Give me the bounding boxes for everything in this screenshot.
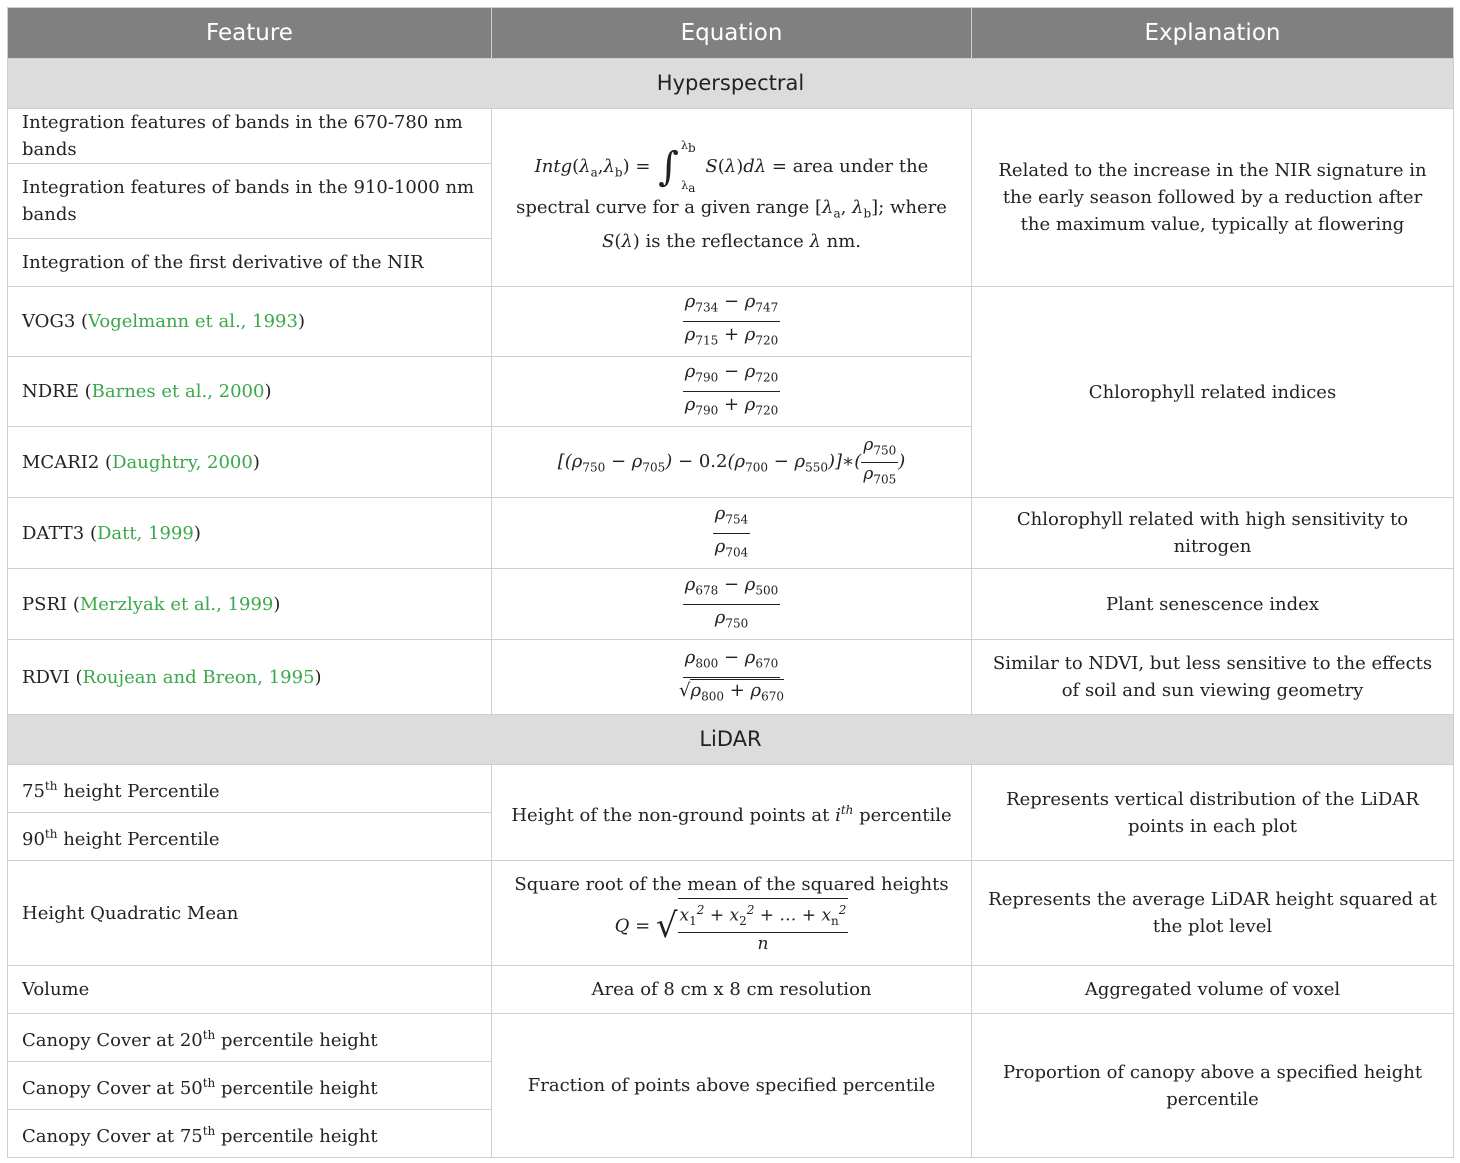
feature-volume: Volume [8,966,492,1014]
equation-percentile: Height of the non-ground points at $i^{th}$ percentile [492,765,972,861]
feature-text: height Percentile [63,780,220,802]
equation-text: Square root of the mean of the squared heights [514,873,949,895]
citation-link[interactable]: Datt, 1999 [97,522,194,544]
sqrt-icon: √ [655,905,678,946]
equation-canopy: Fraction of points above specified percentile [492,1014,972,1158]
equation-volume: Area of 8 cm x 8 cm resolution [492,966,972,1014]
equation-quadratic-mean: Square root of the mean of the squared heights Q = √ $\frac{x_1^2 + x_2^2 + \dots + x_n^2}{n}$ [492,861,972,966]
header-equation: Equation [492,8,972,59]
percentile-number: 75 [22,780,45,802]
explanation-chlorophyll: Chlorophyll related indices [972,287,1454,498]
table-row [8,498,1454,569]
integration-equation-text-3: is the reflectance [645,230,804,252]
feature-cell [8,1110,492,1158]
feature-name: MCARI2 [22,451,100,473]
feature-cell [8,765,492,813]
feature-psri: PSRI (Merzlyak et al., 1999) [8,569,492,640]
ordinal-suffix: th [202,1123,216,1138]
table-row [8,287,1454,357]
percentile-number: 90 [22,828,45,850]
section-hyperspectral: Hyperspectral [8,59,1454,109]
explanation-integration: Related to the increase in the NIR signature in the early season followed by a reduction after the maximum value, typically at flowering [972,109,1454,287]
feature-cell: Integration of the first derivative of the NIR [8,239,492,287]
feature-text: Canopy Cover at [22,1125,175,1147]
explanation-quadratic-mean: Represents the average LiDAR height squared at the plot level [972,861,1454,966]
feature-name: PSRI [22,593,68,615]
percentile-number: 50 [179,1077,203,1099]
feature-name: NDRE [22,381,79,402]
feature-vog3: VOG3 (Vogelmann et al., 1993) [8,287,492,357]
equation-mcari2: [$(\rho_{750} - \rho_{705}) - 0.2(\rho_{700}$ − $\rho_{550})]∗$( $\frac{\rho_{750}}{\rho_{705}}$ ) [492,427,972,498]
equation-datt3: $\frac{\rho_{754}}{\rho_{704}}$ [492,498,972,569]
feature-quadratic-mean: Height Quadratic Mean [8,861,492,966]
equation-text: Height of the non-ground points at [511,804,830,826]
feature-text: Canopy Cover at [22,1077,175,1099]
citation-link[interactable]: Vogelmann et al., 1993 [88,311,298,332]
feature-rdvi: RDVI (Roujean and Breon, 1995) [8,640,492,715]
table-row [8,765,1454,813]
ordinal-suffix: th [44,778,58,793]
citation-link[interactable]: Roujean and Breon, 1995 [82,666,315,688]
explanation-rdvi: Similar to NDVI, but less sensitive to the effects of soil and sun viewing geometry [972,640,1454,715]
explanation-volume: Aggregated volume of voxel [972,966,1454,1014]
feature-cell: Integration features of bands in the 910-1000 nm bands [8,164,492,239]
percentile-number: 75 [179,1125,203,1147]
explanation-psri: Plant senescence index [972,569,1454,640]
citation-link[interactable]: Barnes et al., 2000 [91,381,265,402]
ordinal-suffix: th [44,826,58,841]
table-row [8,1014,1454,1062]
feature-table [7,7,1454,1158]
section-lidar: LiDAR [8,715,1454,765]
feature-datt3: DATT3 (Datt, 1999) [8,498,492,569]
equation-text: percentile [859,804,952,826]
feature-text: percentile height [221,1077,378,1099]
feature-name: RDVI [22,666,70,688]
table-row [8,569,1454,640]
feature-text: percentile height [221,1125,378,1147]
header-feature: Feature [8,8,492,59]
section-row [8,715,1454,765]
feature-text: Canopy Cover at [22,1029,175,1051]
feature-mcari2: MCARI2 (Daughtry, 2000) [8,427,492,498]
feature-ndre: NDRE (Barnes et al., 2000) [8,357,492,427]
citation-link[interactable]: Daughtry, 2000 [112,451,253,473]
integration-equation-text-4: nm. [826,230,862,252]
feature-name: DATT3 [22,522,85,544]
integration-equation-text-2: ; where [878,197,947,219]
integration-equation-text-1: = area under the spectral curve for a given range [516,156,929,219]
explanation-datt3: Chlorophyll related with high sensitivity to nitrogen [972,498,1454,569]
equation-psri: $\frac{\rho_{678} - \rho_{500}}{\rho_{750}}$ [492,569,972,640]
table-row [8,640,1454,715]
equation-rdvi: $\frac{\rho_{800} - \rho_{670}}{√\rho_{800} + \rho_{670}}$ [492,640,972,715]
header-explanation: Explanation [972,8,1454,59]
header-row [8,8,1454,59]
feature-cell [8,813,492,861]
table-row [8,861,1454,966]
ordinal-suffix: th [840,802,854,817]
table-row [8,109,1454,164]
feature-name: VOG3 [22,311,76,332]
feature-text: height Percentile [63,828,220,850]
section-row [8,59,1454,109]
feature-cell: Integration features of bands in the 670-780 nm bands [8,109,492,164]
table-row [8,966,1454,1014]
feature-cell [8,1062,492,1110]
ordinal-suffix: th [202,1075,216,1090]
equation-ndre: $\frac{\rho_{790} - \rho_{720}}{\rho_{790} + \rho_{720}}$ [492,357,972,427]
equation-vog3: $\frac{\rho_{734} - \rho_{747}}{\rho_{715} + \rho_{720}}$ [492,287,972,357]
feature-cell [8,1014,492,1062]
ordinal-suffix: th [202,1027,216,1042]
explanation-canopy: Proportion of canopy above a specified height percentile [972,1014,1454,1158]
percentile-number: 20 [179,1029,203,1051]
feature-text: percentile height [221,1029,378,1051]
equation-integration: $Intg(\lambda_a,\lambda_b)$ = ∫ $\lambda_b$ $\lambda_a$ S(λ)dλ = area under the spectral curve for a given range [$\lambda_a$, $\lambda_b$]; where S(λ) is the reflectance λ nm. [492,109,972,287]
explanation-percentile: Represents vertical distribution of the LiDAR points in each plot [972,765,1454,861]
integral-symbol-icon: ∫ [658,144,679,191]
citation-link[interactable]: Merzlyak et al., 1999 [79,593,274,615]
